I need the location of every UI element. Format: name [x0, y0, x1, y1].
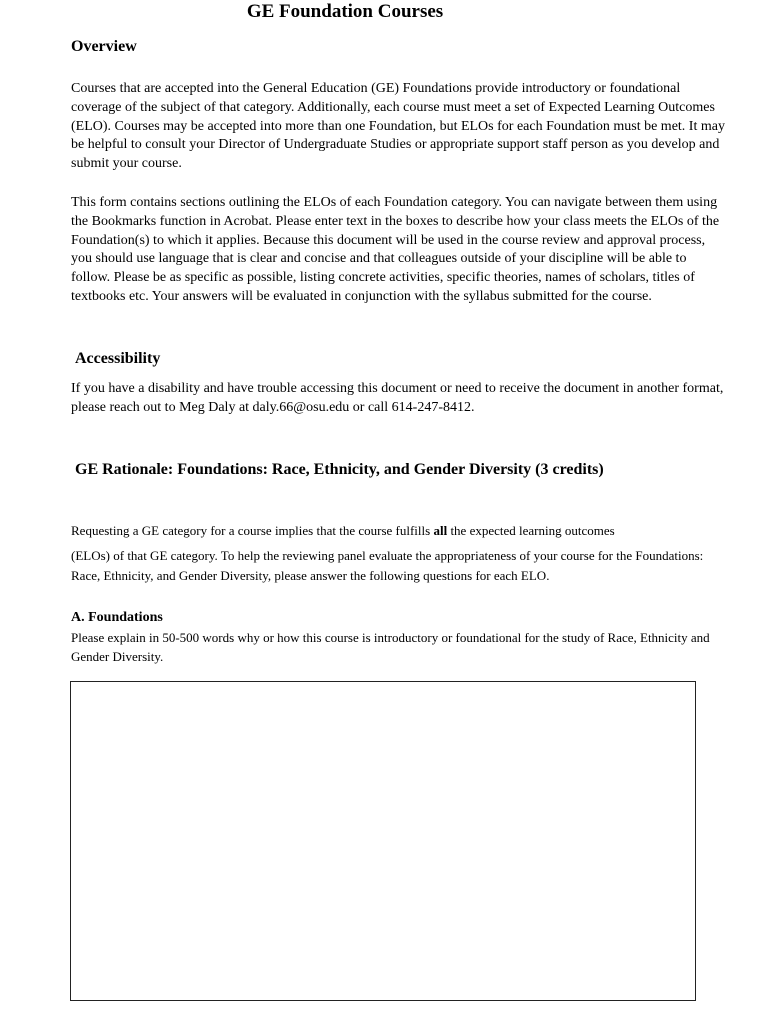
rationale-intro-bold: all	[433, 523, 448, 538]
accessibility-heading: Accessibility	[75, 350, 161, 367]
foundations-answer-field[interactable]	[70, 681, 696, 1001]
accessibility-text: If you have a disability and have trouble accessing this document or need to receive the document in another format, please reach out to Meg Daly at daly.66@osu.edu or call 614-247-8412.	[71, 381, 724, 415]
section-a-heading: A. Foundations	[71, 610, 163, 625]
rationale-intro-text: Requesting a GE category for a course implies that the course fulfills	[71, 523, 434, 538]
rationale-intro-line2: (ELOs) of that GE category. To help the reviewing panel evaluate the appropriateness of your course for the Foundations: Race, Ethnicity, and Gender Diversity, please answer the following questions for each ELO.	[71, 548, 704, 583]
overview-paragraph-1: Courses that are accepted into the General Education (GE) Foundations provide introductory or foundational coverage of the subject of that category. Additionally, each course must meet a set of Expected Learning Outcomes (ELO). Courses may be accepted into more than one Foundation, but ELOs for each Foundation must be met. It may be helpful to consult your Director of Undergraduate Studies or appropriate support staff person as you develop and submit your course.	[71, 81, 725, 172]
overview-paragraph-2: This form contains sections outlining the ELOs of each Foundation category. You can navigate between them using the Bookmarks function in Acrobat. Please enter text in the boxes to describe how your class meets the ELOs of the Foundation(s) to which it applies. Because this document will be used in the course review and approval process, you should use language that is clear and concise and that colleagues outside of your discipline will be able to follow. Please be as specific as possible, listing concrete activities, specific theories, names of scholars, titles of textbooks etc. Your answers will be evaluated in conjunction with the syllabus submitted for the course.	[71, 195, 720, 304]
rationale-intro-text-end: the expected learning outcomes	[447, 523, 615, 538]
rationale-intro-line1	[71, 521, 726, 541]
section-a-prompt: Please explain in 50-500 words why or how this course is introductory or foundational for the study of Race, Ethnicity and Gender Diversity.	[71, 630, 710, 664]
page-title: GE Foundation Courses	[246, 1, 444, 22]
rationale-heading: GE Rationale: Foundations: Race, Ethnicity, and Gender Diversity (3 credits)	[75, 461, 604, 478]
overview-heading: Overview	[71, 38, 137, 55]
